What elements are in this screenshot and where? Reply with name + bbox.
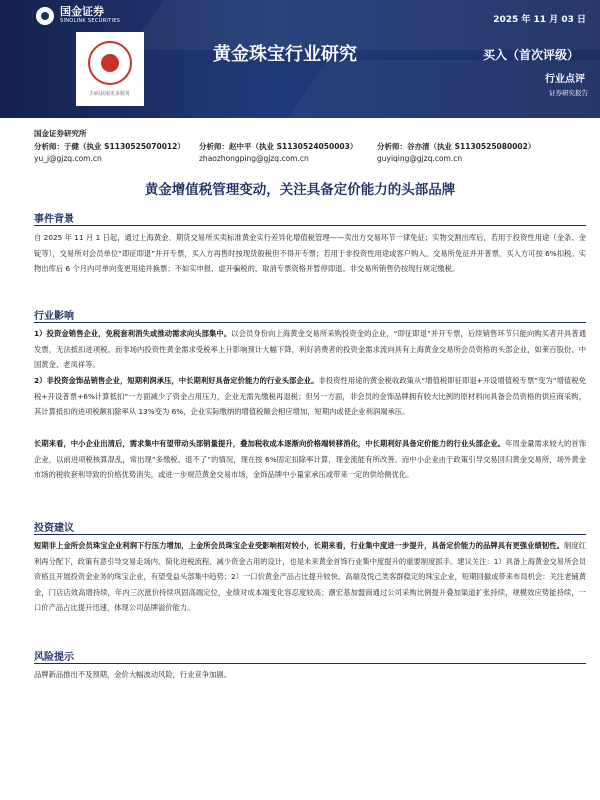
impact-paragraph-1 — [34, 326, 586, 373]
logo-name: 国金证券 — [60, 5, 104, 18]
institute-name: 国金证券研究所 — [34, 129, 87, 138]
report-series: 证券研究报告 — [549, 89, 588, 97]
impact-p2-body: 非投资性用途的黄金税收政策从“增值税即征即退+开设增值税专票”变为“增值税免税+开设普票+6%计算抵扣”一方面减少了资金占用压力，企业无需先缴税再退税；但另一方面，非会员的金饰品牌拥有较大比例的原材料向具备会员资格的供应商采购，其计算抵扣的进项税额扣除率从 13%变为 6%，企业实际缴纳的增值税额会相应增加，短期内或使企业利润端承压。 — [34, 376, 587, 417]
analyst-name: 分析师：赵中平（执业 S1130524050003） — [199, 142, 358, 151]
qr-code[interactable] — [76, 32, 144, 106]
section-divider — [34, 322, 586, 323]
risk-paragraph: 品牌新品推出不及预期，金价大幅波动风险，行业竞争加剧。 — [34, 670, 232, 679]
recommendation-body: 制度红利再分配下，政策有意引导交易走场内、简化进税流程、减少资金占用的设计，也是未来黄金首饰行业集中度提升的重要制度抓手。建议关注：1）具备上海黄金交易所会员资格且开展投资金业务的珠宝企业，有望受益头部集中趋势；2）一口价黄金产品占比提升较快、高端及悦己类客群稳定的珠宝企业，短期回撤或带来布局机会：关注老铺黄金，门店店效高增持续，年内三次涨价持续巩固高端定位，业绩对成本端变化容忍度较高；潮宏基加盟商通过公司采购比例提升叠加渠道扩张持续，规模效应势能持续，一口价产品占比提升迅速，体现公司品牌溢价能力。 — [34, 541, 587, 613]
report-industry-title: 黄金珠宝行业研究 — [213, 44, 357, 65]
report-title: 黄金增值税管理变动，关注具备定价能力的头部品牌 — [144, 182, 456, 198]
section-divider — [34, 225, 586, 226]
rating-badge: 买入（首次评级） — [483, 48, 580, 62]
event-paragraph: 自 2025 年 11 月 1 日起，通过上海黄金、期货交易所买卖标准黄金实行差异化增值税管理——卖出方交易环节一律免征；实物交割出库后，若用于投资性用途（金条、金锭等），交易所对会员单位“即征即退”并开专票，买入方再售时按现货般税但不得开专票；若用于非投资性用途或客户购入，交易所免征并开普票，买入方可按 6%扣税。实物出库后 6 个月内可单向变更用途并换票；不如实申报、虚开骗税的，取消专票资格并暂停即退。非交易所销售仍按现行规定缴税。 — [34, 233, 586, 274]
impact-p1-body: 以会员身份向上海黄金交易所采购投资金的企业，“即征即退”并开专票，后续销售环节只能向购买者开具普通发票，无法抵扣进项税。而非场内投资性黄金需求受税率上升影响预计大幅下降，利好消费者的投资金需求流向具有上海黄金交易所会员资格的头部企业，如莱百股份、中国黄金、老凤祥等。 — [34, 329, 586, 370]
section-heading-risk: 风险提示 — [34, 652, 74, 663]
analyst-email[interactable]: yu_j@gjzq.com.cn — [34, 154, 102, 163]
analyst-name: 分析师：于健（执业 S1130525070012） — [34, 142, 185, 151]
impact-p3-lead: 长期来看，中小企业出清后，需求集中有望带动头部销量提升，叠加税收成本逐渐向价格端转移消化，中长期利好具备定价能力的行业头部企业。 — [34, 439, 506, 448]
analyst-name: 分析师：谷亦清（执业 S1130525080002） — [377, 142, 536, 151]
report-date: 2025 年 11 月 03 日 — [493, 15, 586, 25]
analyst-list — [34, 141, 594, 165]
impact-p1-lead: 1）投资金销售企业，免税套利消失或推动需求向头部集中。 — [34, 329, 232, 338]
company-logo — [36, 6, 120, 25]
banner-decoration — [128, 0, 600, 50]
impact-paragraph-3 — [34, 436, 586, 483]
analyst-email[interactable]: guyiqing@gjzq.com.cn — [377, 154, 463, 163]
section-divider — [34, 663, 586, 664]
section-heading-event: 事件背景 — [34, 214, 74, 225]
recommendation-lead: 短期非上金所会员珠宝企业利润下行压力增加，上金所会员珠宝企业受影响相对较小，长期来看，行业集中度进一步提升，具备定价能力的品牌具有更强业绩韧性。 — [34, 541, 564, 550]
header-banner — [0, 0, 600, 118]
analyst-item — [199, 141, 377, 165]
logo-icon — [36, 7, 54, 25]
logo-english-name: SINOLINK SECURITIES — [60, 18, 121, 24]
impact-p3-body: 年周金量需求较大的首饰企业，以前进项税核算混乱，常出现“多缴税、退不了”的情况，现在按 6%固定扣除率计算，现金流能有所改善。而中小企业由于政策引导交易回归黄金交易所，场外黄金市场的税收套利导致的价格优势消失，或进一步规范黄金交易市场，金饰品牌中小量家承压或带来一定的供给侧优化。 — [34, 439, 586, 480]
section-divider — [34, 534, 586, 535]
report-category: 行业点评 — [545, 74, 585, 85]
analyst-email[interactable]: zhaozhongping@gjzq.com.cn — [199, 154, 309, 163]
analyst-item — [377, 141, 535, 165]
section-heading-recommendation: 投资建议 — [34, 523, 74, 534]
impact-paragraph-2 — [34, 373, 586, 420]
recommendation-paragraph — [34, 538, 586, 616]
qr-caption: 扫码获取更多服务 — [89, 91, 130, 97]
qr-icon — [88, 41, 132, 85]
analyst-item — [34, 141, 199, 165]
impact-p2-lead: 2）非投资金饰品销售企业，短期利润承压，中长期利好具备定价能力的行业头部企业。 — [34, 376, 319, 385]
section-heading-impact: 行业影响 — [34, 311, 74, 322]
